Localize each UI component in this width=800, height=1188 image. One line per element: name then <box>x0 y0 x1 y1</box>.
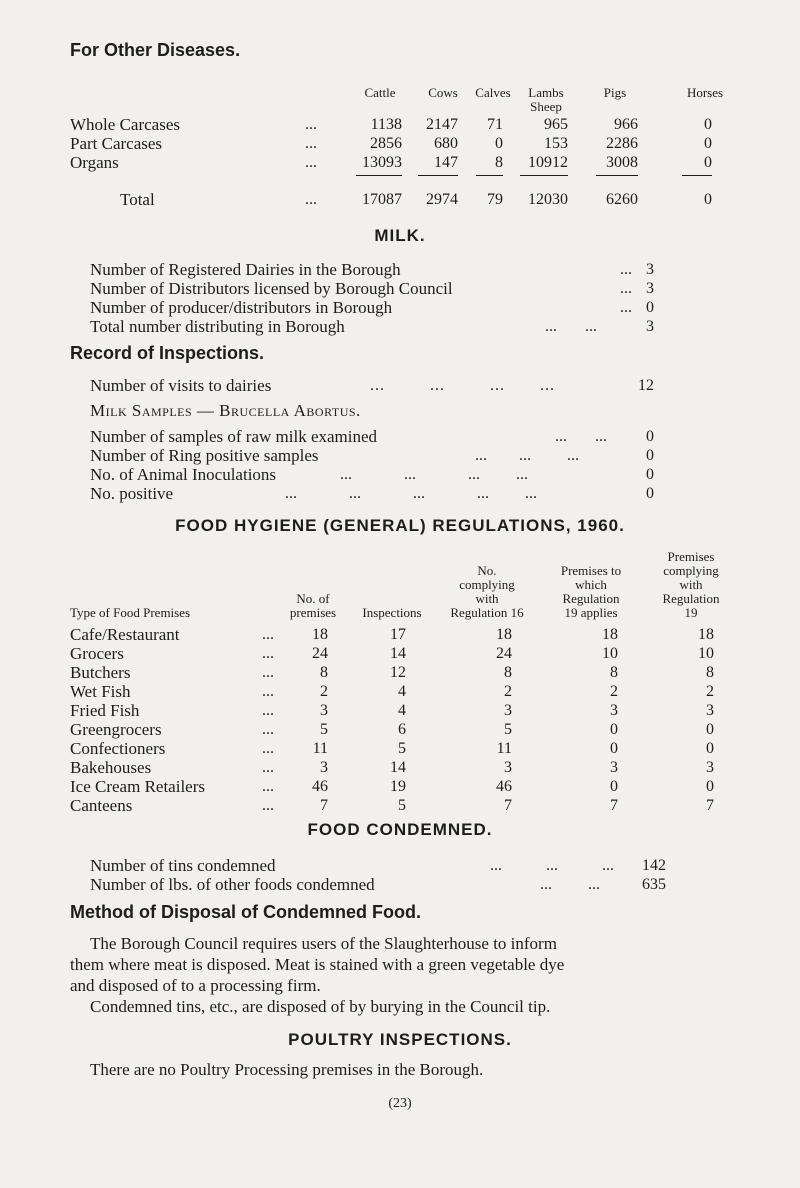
col-premises-line: No. of <box>296 591 330 606</box>
row-label-organs: Organs <box>70 153 119 172</box>
condemned-item-value: 142 <box>642 857 666 874</box>
food-type-label: Cafe/Restaurant <box>70 625 180 644</box>
total-rule <box>356 175 402 176</box>
cell: 8 <box>495 154 503 171</box>
food-hygiene-cell: 10 <box>698 645 714 662</box>
food-hygiene-cell: 4 <box>398 683 406 700</box>
food-hygiene-cell: 5 <box>504 721 512 738</box>
disposal-line: and disposed of to a processing firm. <box>70 976 321 995</box>
leader-dots: ... ... ... ... <box>340 466 528 483</box>
col-line: which <box>575 577 607 592</box>
food-hygiene-cell: 8 <box>610 664 618 681</box>
total-rule <box>476 175 503 176</box>
poultry-text: There are no Poultry Processing premises in the Borough. <box>90 1060 484 1079</box>
col-calves: Calves <box>475 85 511 100</box>
food-type-label: Grocers <box>70 644 124 663</box>
cell: 0 <box>704 154 712 171</box>
food-hygiene-cell: 14 <box>390 759 406 776</box>
food-hygiene-cell: 8 <box>320 664 328 681</box>
col-line: 19 <box>684 605 698 620</box>
cell: 12030 <box>528 191 568 208</box>
row-label-total: Total <box>120 190 155 209</box>
cell: 79 <box>487 191 503 208</box>
food-hygiene-cell: 3 <box>610 759 618 776</box>
food-hygiene-cell: 8 <box>504 664 512 681</box>
food-hygiene-cell: 7 <box>706 797 714 814</box>
cell: 2286 <box>606 135 638 152</box>
col-complying16 <box>432 564 542 620</box>
inspections-heading: Record of Inspections. <box>70 343 265 363</box>
total-rule <box>520 175 568 176</box>
disposal-line: them where meat is disposed. Meat is stained with a green vegetable dye <box>70 955 565 974</box>
food-type-label: Fried Fish <box>70 701 140 720</box>
sample-item-label: Number of samples of raw milk examined <box>90 427 378 446</box>
cell: 10912 <box>528 154 568 171</box>
milk-item-value: 0 <box>646 299 654 316</box>
col-line: Premises <box>667 549 715 564</box>
cell: 3008 <box>606 154 638 171</box>
page-number: (23) <box>388 1096 412 1111</box>
col-cattle: Cattle <box>364 85 396 100</box>
cell: 1138 <box>370 116 402 133</box>
col-applies19 <box>546 564 636 620</box>
food-hygiene-cell: 2 <box>320 683 328 700</box>
row-label-part: Part Carcases <box>70 134 163 153</box>
cell: 153 <box>544 135 568 152</box>
sample-item-label: No. positive <box>90 484 174 503</box>
cell: 13093 <box>362 154 402 171</box>
milk-item-label: Number of Distributors licensed by Borough Council <box>90 279 453 298</box>
food-hygiene-cell: 0 <box>610 778 618 795</box>
milk-item-value: 3 <box>646 280 654 297</box>
leader-dots: ... <box>262 721 274 738</box>
poultry-heading: POULTRY INSPECTIONS. <box>288 1030 512 1049</box>
leader-dots: ... ... <box>545 318 597 335</box>
food-type-label: Confectioners <box>70 739 166 758</box>
leader-dots: ... <box>305 116 317 133</box>
col-line: with <box>679 577 703 592</box>
food-hygiene-cell: 0 <box>706 778 714 795</box>
condemned-item-label: Number of tins condemned <box>90 856 276 875</box>
leader-dots: ... ... ... <box>490 857 614 874</box>
sample-item-value: 0 <box>646 447 654 464</box>
leader-dots: ... ... ... <box>475 447 579 464</box>
leader-dots: ... <box>262 702 274 719</box>
food-hygiene-heading: FOOD HYGIENE (GENERAL) REGULATIONS, 1960. <box>175 516 625 535</box>
leader-dots: ... ... <box>540 876 600 893</box>
leader-dots: ... <box>620 261 632 278</box>
food-hygiene-cell: 3 <box>504 759 512 776</box>
leader-dots: ... ... ... ... <box>370 377 555 394</box>
cell: 680 <box>434 135 458 152</box>
cell: 2974 <box>426 191 458 208</box>
food-type-label: Wet Fish <box>70 682 131 701</box>
food-hygiene-cell: 3 <box>706 759 714 776</box>
food-hygiene-cell: 2 <box>504 683 512 700</box>
total-rule <box>682 175 712 176</box>
leader-dots: ... <box>262 778 274 795</box>
food-condemned-heading: FOOD CONDEMNED. <box>307 820 493 839</box>
col-line: Regulation <box>662 591 720 606</box>
leader-dots: ... <box>262 683 274 700</box>
food-hygiene-cell: 7 <box>610 797 618 814</box>
food-type-label: Butchers <box>70 663 131 682</box>
food-hygiene-cell: 11 <box>312 740 328 757</box>
leader-dots: ... <box>620 299 632 316</box>
cell: 6260 <box>606 191 638 208</box>
sample-item-label: No. of Animal Inoculations <box>90 465 277 484</box>
food-hygiene-cell: 5 <box>320 721 328 738</box>
sample-item-value: 0 <box>646 466 654 483</box>
food-hygiene-cell: 5 <box>398 797 406 814</box>
food-type-label: Ice Cream Retailers <box>70 777 205 796</box>
col-complying19 <box>646 550 736 620</box>
col-horses: Horses <box>686 85 724 100</box>
food-hygiene-cell: 46 <box>312 778 328 795</box>
milk-item-value: 3 <box>646 318 654 335</box>
leader-dots: ... <box>262 740 274 757</box>
col-cows: Cows <box>428 85 458 100</box>
milk-item-label: Number of Registered Dairies in the Borough <box>90 260 401 279</box>
food-hygiene-cell: 10 <box>602 645 618 662</box>
other-diseases-heading: For Other Diseases. <box>70 40 241 60</box>
col-line: complying <box>459 577 515 592</box>
leader-dots: ... <box>262 626 274 643</box>
leader-dots: ... ... <box>555 428 607 445</box>
food-hygiene-cell: 6 <box>398 721 406 738</box>
food-hygiene-cell: 18 <box>496 626 512 643</box>
food-hygiene-cell: 8 <box>706 664 714 681</box>
leader-dots: ... ... ... ... ... <box>285 485 537 502</box>
col-line: complying <box>663 563 719 578</box>
food-hygiene-cell: 0 <box>706 740 714 757</box>
cell: 2147 <box>426 116 458 133</box>
disposal-heading: Method of Disposal of Condemned Food. <box>70 902 421 922</box>
visits-value: 12 <box>638 377 654 394</box>
col-line: Premises to <box>560 563 622 578</box>
food-hygiene-cell: 0 <box>610 740 618 757</box>
cell: 0 <box>704 135 712 152</box>
disposal-line: Condemned tins, etc., are disposed of by burying in the Council tip. <box>90 997 551 1016</box>
food-hygiene-cell: 24 <box>312 645 328 662</box>
food-hygiene-cell: 3 <box>504 702 512 719</box>
sample-item-value: 0 <box>646 428 654 445</box>
cell: 17087 <box>362 191 402 208</box>
total-rule <box>418 175 458 176</box>
food-hygiene-cell: 14 <box>390 645 406 662</box>
food-hygiene-cell: 3 <box>610 702 618 719</box>
col-premises-line: premises <box>289 605 337 620</box>
visits-label: Number of visits to dairies <box>90 376 272 395</box>
cell: 147 <box>434 154 458 171</box>
food-type-label: Bakehouses <box>70 758 152 777</box>
leader-dots: ... <box>305 135 317 152</box>
cell: 966 <box>614 116 638 133</box>
food-type-label: Greengrocers <box>70 720 162 739</box>
milk-item-value: 3 <box>646 261 654 278</box>
disposal-line: The Borough Council requires users of the Slaughterhouse to inform <box>90 934 557 953</box>
leader-dots: ... <box>262 797 274 814</box>
food-hygiene-cell: 12 <box>390 664 406 681</box>
col-pigs: Pigs <box>603 85 627 100</box>
food-hygiene-cell: 3 <box>320 702 328 719</box>
col-line: with <box>475 591 499 606</box>
samples-heading: Milk Samples — Brucella Abortus. <box>90 401 361 420</box>
food-hygiene-cell: 7 <box>504 797 512 814</box>
food-hygiene-cell: 46 <box>496 778 512 795</box>
food-type-label: Canteens <box>70 796 133 815</box>
food-hygiene-cell: 19 <box>390 778 406 795</box>
food-hygiene-cell: 24 <box>496 645 512 662</box>
col-line: No. <box>477 563 497 578</box>
food-hygiene-cell: 5 <box>398 740 406 757</box>
condemned-item-label: Number of lbs. of other foods condemned <box>90 875 375 894</box>
cell: 71 <box>487 116 503 133</box>
food-hygiene-cell: 2 <box>610 683 618 700</box>
leader-dots: ... <box>262 759 274 776</box>
leader-dots: ... <box>262 645 274 662</box>
cell: 0 <box>495 135 503 152</box>
col-type: Type of Food Premises <box>70 605 191 620</box>
food-hygiene-cell: 4 <box>398 702 406 719</box>
food-hygiene-cell: 18 <box>312 626 328 643</box>
food-hygiene-cell: 0 <box>610 721 618 738</box>
cell: 965 <box>544 116 568 133</box>
col-line: Regulation 16 <box>450 605 524 620</box>
food-hygiene-cell: 11 <box>496 740 512 757</box>
sample-item-label: Number of Ring positive samples <box>90 446 319 465</box>
food-hygiene-cell: 3 <box>706 702 714 719</box>
col-line: Regulation <box>562 591 620 606</box>
col-inspections: Inspections <box>362 605 422 620</box>
leader-dots: ... <box>305 191 317 208</box>
food-hygiene-cell: 18 <box>698 626 714 643</box>
food-hygiene-cell: 3 <box>320 759 328 776</box>
food-hygiene-cell: 7 <box>320 797 328 814</box>
food-hygiene-cell: 0 <box>706 721 714 738</box>
food-hygiene-cell: 17 <box>390 626 406 643</box>
cell: 0 <box>704 116 712 133</box>
sample-item-value: 0 <box>646 485 654 502</box>
food-hygiene-cell: 18 <box>602 626 618 643</box>
leader-dots: ... <box>620 280 632 297</box>
cell: 0 <box>704 191 712 208</box>
condemned-item-value: 635 <box>642 876 666 893</box>
col-line: 19 applies <box>564 605 618 620</box>
total-rule <box>596 175 638 176</box>
food-hygiene-cell: 2 <box>706 683 714 700</box>
col-lambs-sheep: Lambs Sheep <box>528 85 564 114</box>
milk-heading: MILK. <box>374 226 426 245</box>
milk-item-label: Total number distributing in Borough <box>90 317 345 336</box>
row-label-whole: Whole Carcases <box>70 115 180 134</box>
milk-item-label: Number of producer/distributors in Borough <box>90 298 393 317</box>
leader-dots: ... <box>262 664 274 681</box>
cell: 2856 <box>370 135 402 152</box>
leader-dots: ... <box>305 154 317 171</box>
col-premises <box>285 592 341 620</box>
